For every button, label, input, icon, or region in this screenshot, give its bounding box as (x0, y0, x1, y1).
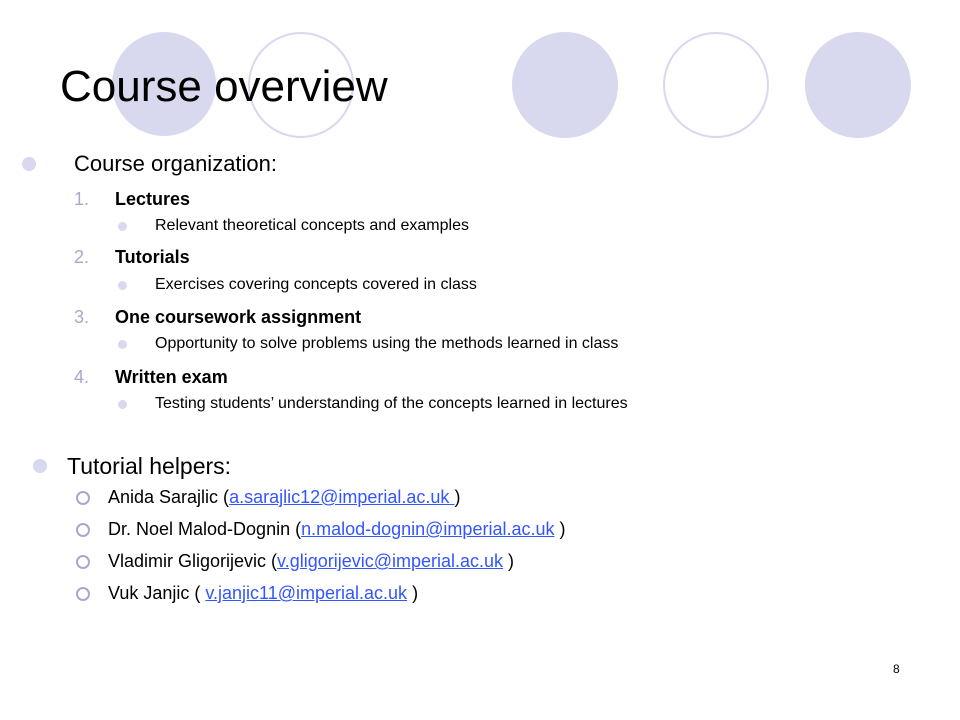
organization-heading: Course organization: (74, 151, 278, 176)
item-description: Relevant theoretical concepts and examples (155, 217, 469, 234)
sub-bullet-icon (118, 340, 127, 349)
helper-entry (108, 519, 565, 540)
helper-suffix: ) (554, 519, 566, 539)
helper-entry (108, 551, 514, 572)
item-number: 3. (74, 307, 90, 327)
item-description: Exercises covering concepts covered in class (155, 276, 477, 293)
ring-bullet-icon (76, 555, 90, 569)
ring-bullet-icon (76, 523, 90, 537)
helper-email-link[interactable]: v.janjic11@imperial.ac.uk (205, 583, 408, 603)
bullet-icon (33, 459, 47, 473)
item-label: Written exam (115, 367, 228, 387)
item-description: Testing students’ understanding of the concepts learned in lectures (155, 395, 628, 412)
helpers-heading: Tutorial helpers: (67, 453, 232, 479)
helper-suffix: ) (503, 551, 515, 571)
decorative-circle (512, 32, 618, 138)
helper-entry (108, 487, 460, 508)
sub-bullet-icon (118, 400, 127, 409)
decorative-circle (805, 32, 911, 138)
decorative-circle (663, 32, 769, 138)
item-number: 1. (74, 189, 90, 209)
helper-email-link[interactable]: v.gligorijevic@imperial.ac.uk (277, 551, 504, 571)
helper-name: Dr. Noel Malod-Dognin ( (108, 519, 302, 539)
item-label: Tutorials (115, 247, 190, 267)
helper-name: Anida Sarajlic ( (108, 487, 230, 507)
item-label: Lectures (115, 189, 191, 209)
helper-entry (108, 583, 418, 604)
helper-name: Vuk Janjic ( (108, 583, 206, 603)
item-number: 4. (74, 367, 90, 387)
helper-suffix: ) (454, 487, 461, 507)
bullet-icon (22, 157, 36, 171)
sub-bullet-icon (118, 281, 127, 290)
helper-email-link[interactable]: n.malod-dognin@imperial.ac.uk (301, 519, 555, 539)
item-description: Opportunity to solve problems using the methods learned in class (155, 335, 619, 352)
item-label: One coursework assignment (115, 307, 362, 327)
page-number: 8 (893, 662, 900, 676)
item-number: 2. (74, 247, 90, 267)
helper-email-link[interactable]: a.sarajlic12@imperial.ac.uk (229, 487, 455, 507)
sub-bullet-icon (118, 222, 127, 231)
helper-suffix: ) (407, 583, 419, 603)
slide-title: Course overview (60, 62, 388, 111)
ring-bullet-icon (76, 491, 90, 505)
helper-name: Vladimir Gligorijevic ( (108, 551, 278, 571)
ring-bullet-icon (76, 587, 90, 601)
